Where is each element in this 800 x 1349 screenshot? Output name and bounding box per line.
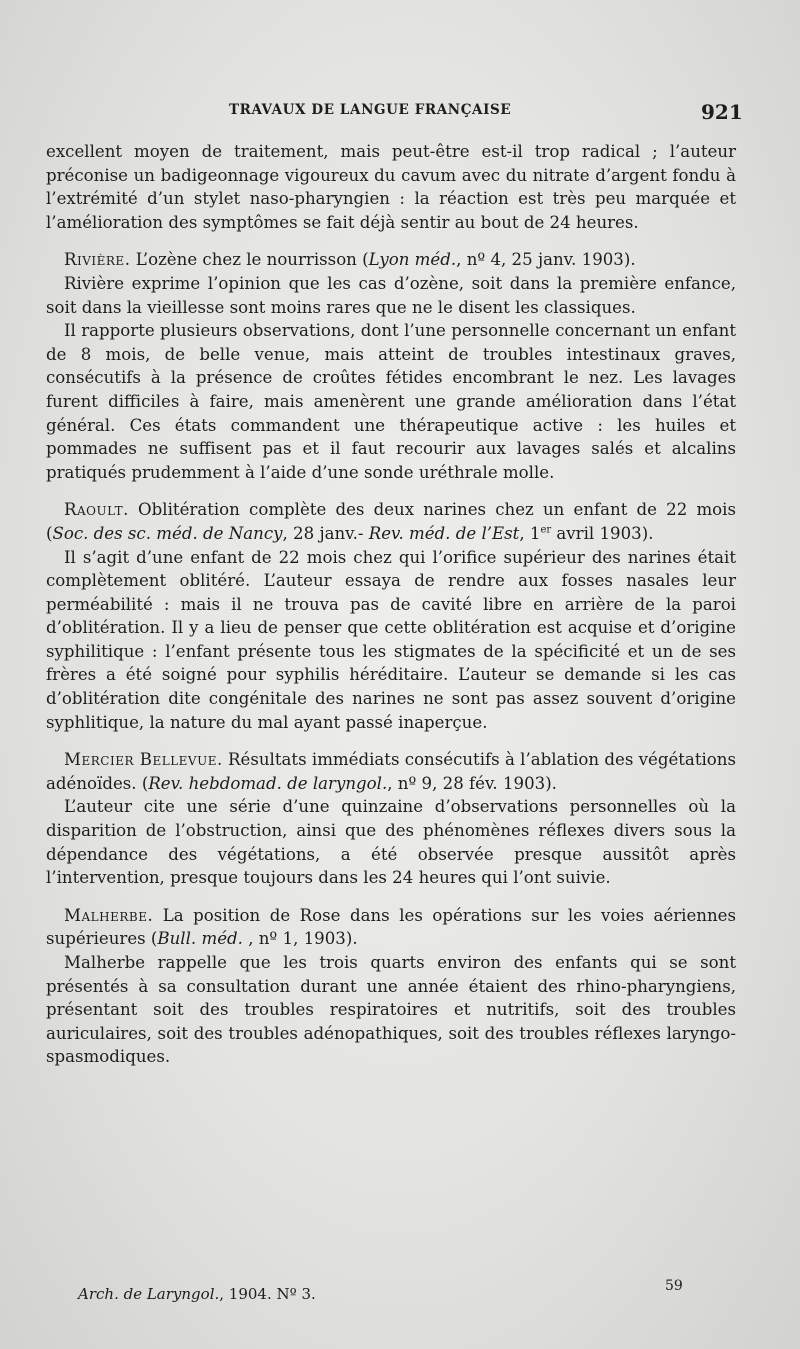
entry-mercier-bellevue [46,748,736,795]
entry-title: La position de Rose dans les opérations sur les voies aériennes supérieures ( [46,905,736,949]
entry-reference: , 28 janv.- [282,523,369,543]
footer-journal: Arch. de Laryngol. [78,1285,220,1303]
article-text [46,140,736,1069]
entry-journal: Lyon méd. [368,250,457,270]
paragraph: L’auteur cite une série d’une quinzaine d’observations personnelles où la disparition de l’obstruction, ainsi que des phénomènes réflexes divers sous la dépendance des végétations, a été observée presque aussitôt après l’intervention, presque toujours dans les 24 heures qui l’ont suivie. [46,797,736,888]
entry-riviere [46,248,736,272]
page-number: 921 [701,100,743,124]
entry-reference: avril 1903). [551,523,654,543]
entry-author: Raoult. [64,500,129,520]
footer-issue: , 1904. Nº 3. [219,1285,316,1303]
paragraph: Malherbe rappelle que les trois quarts environ des enfants qui se sont présentés à sa consultation durant une année étaient des rhino-pharyngiens, présentant soit des troubles respiratoires et nutritifs, soit des troubles auriculaires, soit des troubles adénopathiques, soit des troubles réflexes laryngo-spasmodiques. [46,953,736,1067]
ordinal-superscript: er [540,524,552,536]
entry-title: Oblitération complète des deux narines chez un enfant de 22 mois ( [46,500,736,543]
entry-author: Malherbe. [64,905,154,925]
entry-reference: , nº 9, 28 fév. 1903). [387,773,557,793]
paragraph: Il rapporte plusieurs observations, dont l’une personnelle concernant un enfant de 8 mois, de belle venue, mais atteint de troubles intestinaux graves, consécutifs à la présence de croûtes fétides encombrant le nez. Les lavages furent difficiles à faire, mais amenèrent une grande amélioration dans l’état général. Ces états commandent une thérapeutique active : les huiles et pommades ne suffisent pas et il faut recourir aux lavages salés et alcalins pratiqués prudemment à l’aide d’une sonde uréthrale molle. [46,321,736,482]
signature-mark: 59 [665,1278,683,1294]
entry-author: Mercier Bellevue. [64,750,223,770]
entry-reference: , nº 4, 25 janv. 1903). [456,250,636,270]
entry-raoult [46,498,736,545]
entry-journal: Bull. méd. [157,929,243,949]
paragraph-continued: excellent moyen de traitement, mais peut-être est-il trop radical ; l’auteur préconise un badigeonnage vigoureux du cavum avec du nitrate d’argent fondu à l’extrémité d’un stylet naso-pharyngien : la réaction est très peu marquée et l’amélioration des symptômes se fait déjà sentir au bout de 24 heures. [46,142,736,232]
entry-title: Résultats immédiats consécutifs à l’ablation des végétations adénoïdes. ( [46,750,736,793]
entry-journal: Rev. hebdomad. de laryngol. [148,773,388,793]
entry-journal: Rev. méd. de l’Est [368,523,520,543]
footer-journal-line [78,1285,316,1303]
entry-reference: , nº 1, 1903). [242,929,358,949]
entry-title: L’ozène chez le nourrisson ( [130,250,369,270]
paragraph: Rivière exprime l’opinion que les cas d’ozène, soit dans la première enfance, soit dans la vieillesse sont moins rares que ne le disent les classiques. [46,273,736,317]
entry-malherbe [46,904,736,951]
paragraph: Il s’agit d’une enfant de 22 mois chez qui l’orifice supérieur des narines était complètement oblitéré. L’auteur essaya de rendre aux fosses nasales leur perméabilité : mais il ne trouva pas de cavité libre en arrière de la paroi d’oblitération. Il y a lieu de penser que cette oblitération est acquise et d’origine syphilitique : l’enfant présente tous les stigmates de la spécificité et un de ses frères a été soigné pour syphilis héréditaire. L’auteur se demande si les cas d’oblitération dite congénitale des narines ne sont pas assez souvent d’origine syphlitique, la nature du mal ayant passé inaperçue. [46,547,736,732]
entry-journal: Soc. des sc. méd. de Nancy [52,523,283,543]
running-title: TRAVAUX DE LANGUE FRANÇAISE [229,102,512,118]
entry-author: Rivière. [64,250,131,270]
entry-reference: , 1 [519,523,541,543]
